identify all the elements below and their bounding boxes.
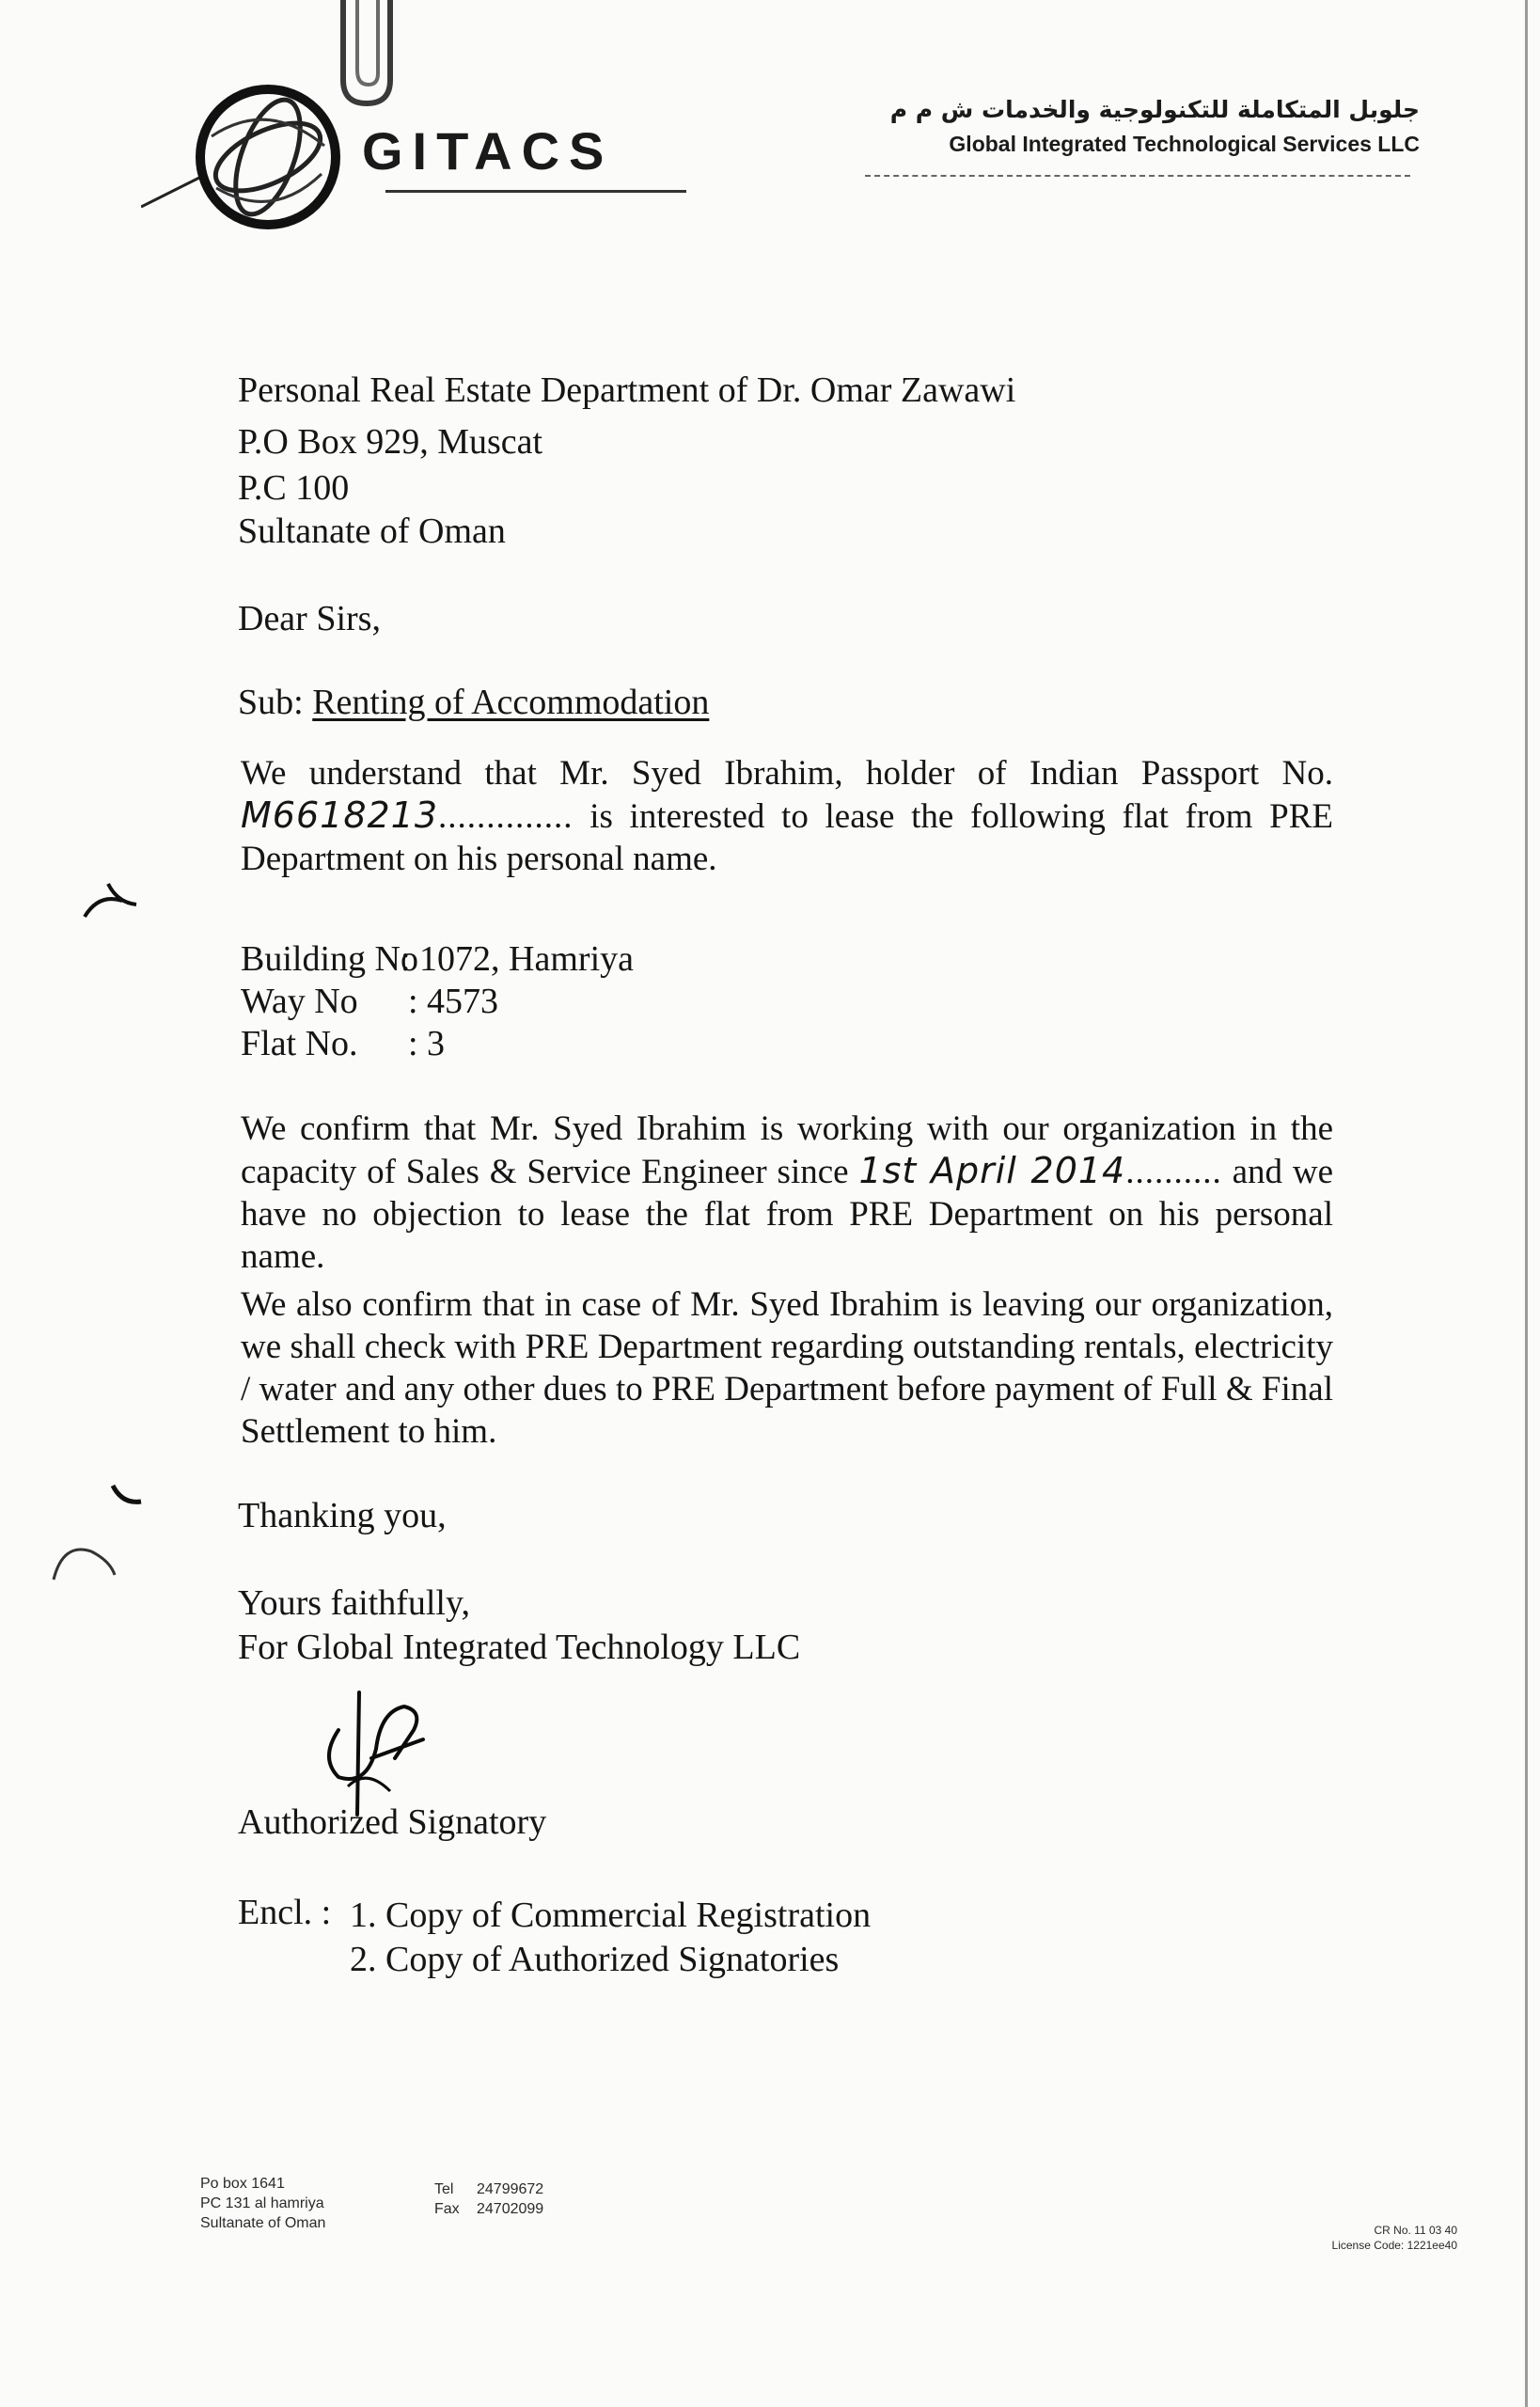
paragraph-passport [241, 752, 1333, 880]
passport-number-handwritten: M6618213 [241, 794, 439, 836]
margin-pen-mark-1 [80, 874, 146, 931]
enclosure-label: Encl. : [238, 1893, 332, 1932]
flat-row [241, 1023, 445, 1064]
header-rule-left [385, 190, 686, 193]
enclosure-item-1: 1. Copy of Commercial Registration [350, 1896, 872, 1935]
subject-text: Renting of Accommodation [312, 683, 710, 722]
closing-thanks: Thanking you, [238, 1496, 447, 1535]
company-name-english: Global Integrated Technological Services LLC [949, 132, 1420, 156]
signatory-title: Authorized Signatory [238, 1802, 547, 1842]
footer-tel-label: Tel [434, 2181, 454, 2197]
flat-label: Flat No. [241, 1024, 358, 1063]
way-row [241, 981, 498, 1022]
enclosure-item-2: 2. Copy of Authorized Signatories [350, 1940, 840, 1979]
paragraph-employment [241, 1108, 1333, 1278]
flat-value: : 3 [408, 1024, 446, 1063]
para1-text-a: We understand that Mr. Syed Ibrahim, holder of Indian Passport No. [241, 754, 1333, 793]
margin-pen-mark-3 [49, 1537, 119, 1594]
footer-address [200, 2174, 325, 2233]
paragraph-settlement: We also confirm that in case of Mr. Syed Ibrahim is leaving our organization, we shall check with PRE Department regarding outstanding rentals, electricity / water and any other dues to PRE Department before payment of Full & Final Settlement to him. [241, 1285, 1333, 1451]
way-label: Way No [241, 982, 358, 1021]
subject-prefix: Sub: [238, 683, 313, 722]
para1-dots: .............. [438, 797, 574, 836]
recipient-line-4: Sultanate of Oman [238, 511, 506, 551]
footer-registration [1332, 2223, 1457, 2253]
footer-fax-row [434, 2199, 543, 2219]
header-rule-right [865, 175, 1410, 177]
page-edge-shadow [1525, 0, 1528, 2407]
subject-line [238, 682, 709, 723]
footer-address-line-1: Po box 1641 [200, 2176, 285, 2192]
company-brand: GITACS [362, 121, 614, 181]
footer-cr-line: CR No. 11 03 40 [1374, 2224, 1457, 2237]
para1-text-b: is interested to lease the following flat from PRE Department on his personal name. [241, 797, 1333, 878]
start-date-handwritten: 1st April 2014 [858, 1150, 1126, 1191]
way-value: : 4573 [408, 982, 499, 1021]
building-label: Building No [241, 939, 418, 979]
footer-address-line-2: PC 131 al hamriya [200, 2195, 324, 2211]
closing-company: For Global Integrated Technology LLC [238, 1628, 801, 1667]
recipient-line-3: P.C 100 [238, 468, 350, 508]
footer-fax-value: 24702099 [477, 2201, 544, 2217]
salutation: Dear Sirs, [238, 599, 381, 638]
para2-text-a: We confirm that Mr. Syed Ibrahim is working with our organization in the capacity of Sales & Service Engineer since [241, 1109, 1333, 1191]
footer-tel-value: 24799672 [477, 2181, 544, 2197]
building-value: : 1072, Hamriya [401, 939, 635, 979]
building-row [241, 938, 634, 980]
footer-contacts [434, 2179, 543, 2219]
recipient-line-2: P.O Box 929, Muscat [238, 422, 543, 462]
footer-license-line: License Code: 1221ee40 [1331, 2239, 1457, 2252]
para2-text-b: and we have no objection to lease the flat from PRE Department on his personal name. [241, 1153, 1334, 1276]
company-name-arabic: جلوبل المتكاملة للتكنولوجية والخدمات ش م م [889, 96, 1420, 123]
footer-address-line-3: Sultanate of Oman [200, 2215, 326, 2231]
footer-tel-row [434, 2179, 543, 2199]
recipient-line-1: Personal Real Estate Department of Dr. Omar Zawawi [238, 370, 1016, 410]
closing-yours: Yours faithfully, [238, 1583, 471, 1623]
footer-fax-label: Fax [434, 2201, 460, 2217]
para2-dots: .......... [1125, 1153, 1222, 1191]
margin-pen-mark-2 [103, 1481, 146, 1518]
